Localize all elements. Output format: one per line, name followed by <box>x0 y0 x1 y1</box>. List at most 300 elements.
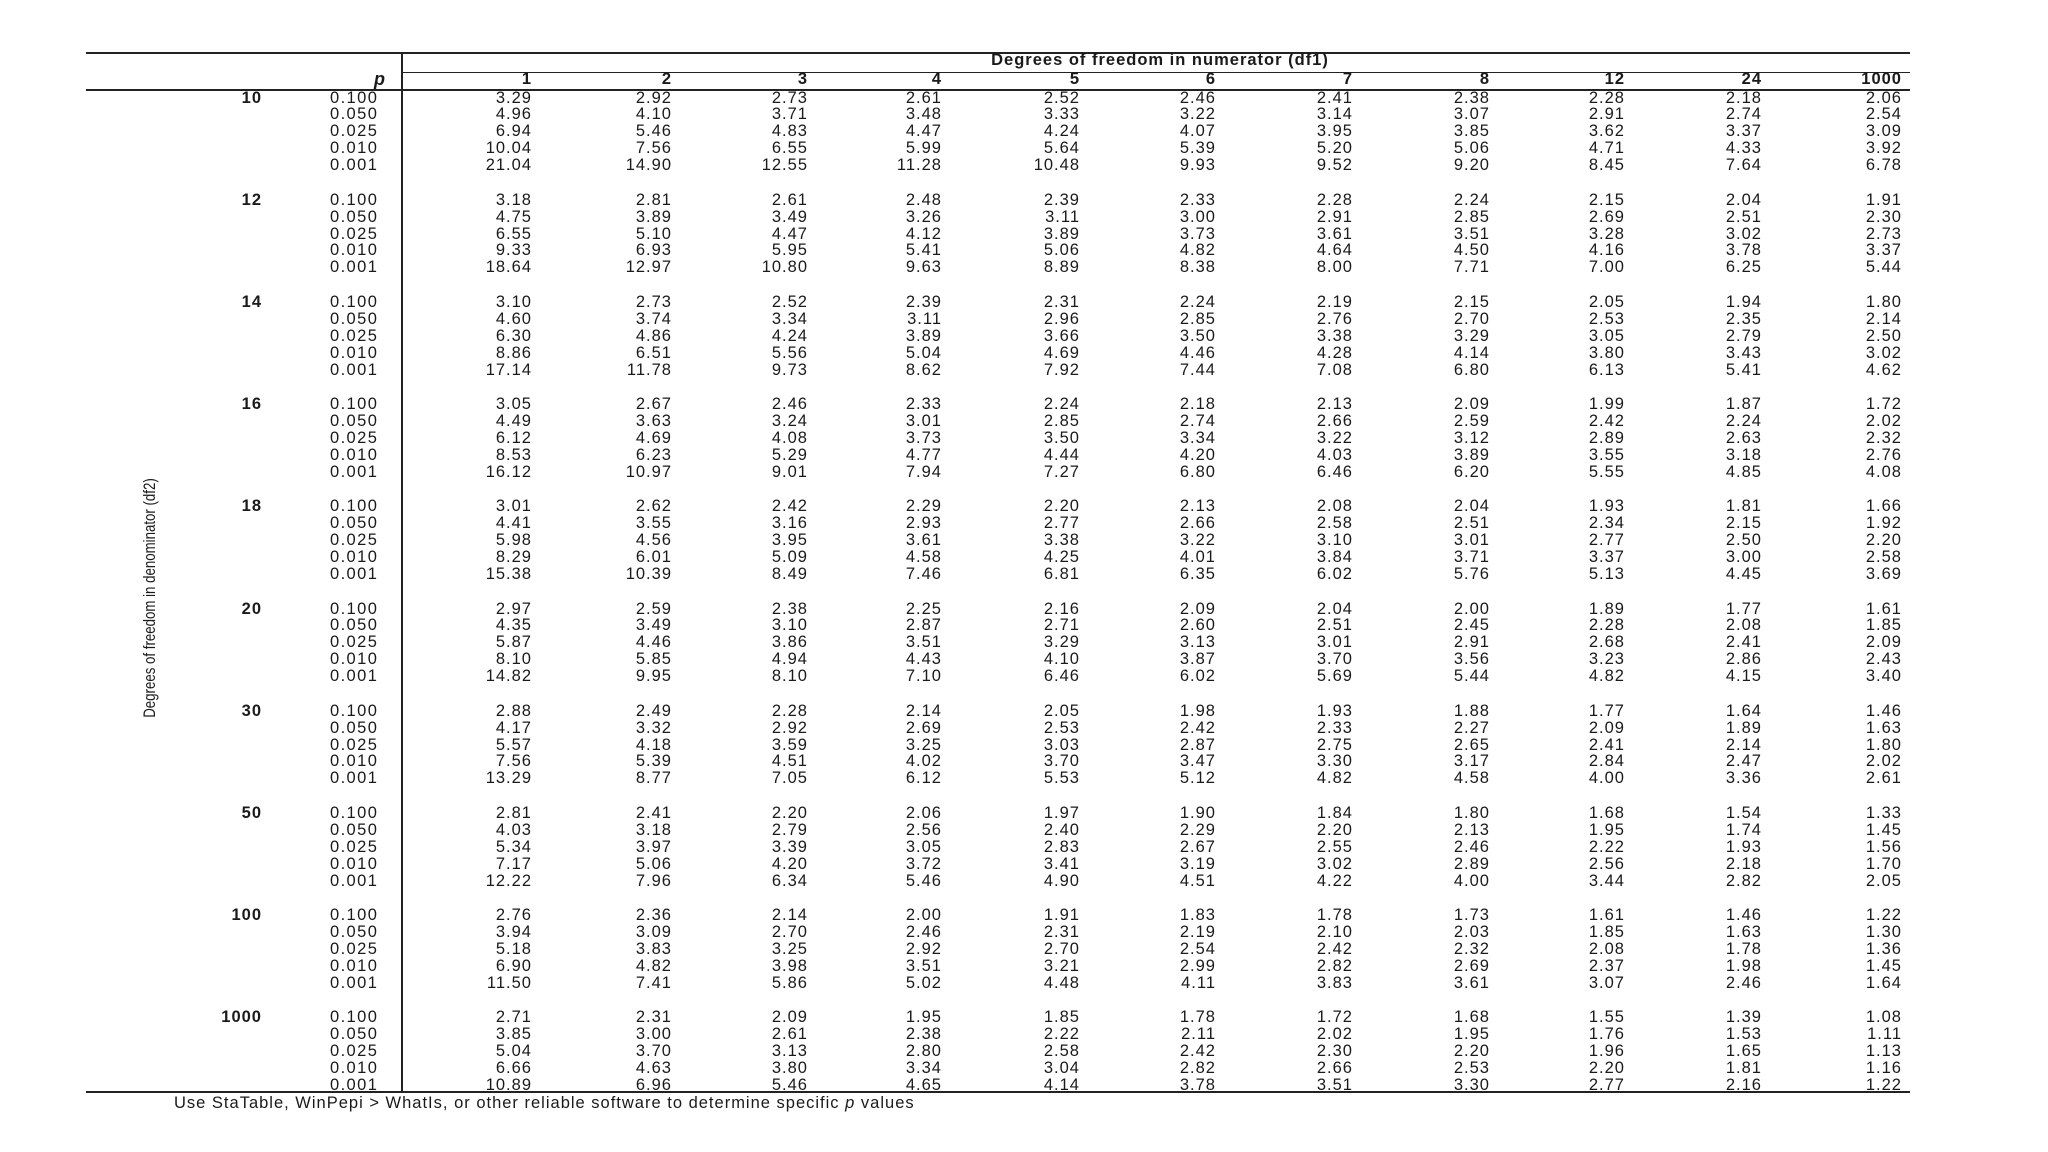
table-cell: 1.78 <box>1725 939 1762 958</box>
table-cell: 10.80 <box>761 258 808 277</box>
table-cell: 6.55 <box>771 139 808 158</box>
table-cell: 2.87 <box>1179 735 1216 754</box>
table-cell: 10.97 <box>625 462 672 481</box>
table-cell: 5.09 <box>771 548 808 566</box>
p-header: p <box>374 69 386 89</box>
table-cell: 9.52 <box>1316 156 1353 175</box>
p-level: 0.050 <box>330 105 379 124</box>
table-cell: 1.80 <box>1865 292 1902 311</box>
table-cell: 2.28 <box>1588 616 1625 635</box>
table-cell: 3.62 <box>1588 122 1625 141</box>
table-cell: 5.41 <box>1725 360 1762 379</box>
table-cell: 2.29 <box>1179 820 1216 839</box>
table-cell: 5.29 <box>771 445 808 464</box>
table-cell: 2.35 <box>1725 309 1762 328</box>
table-cell: 2.66 <box>1316 1059 1353 1077</box>
df2-label: 100 <box>231 906 262 925</box>
p-level: 0.025 <box>330 326 379 345</box>
table-cell: 3.22 <box>1179 531 1216 550</box>
table-cell: 2.37 <box>1588 956 1625 975</box>
table-cell: 2.04 <box>1725 190 1762 209</box>
table-cell: 2.74 <box>1179 412 1216 430</box>
table-cell: 5.46 <box>635 122 672 141</box>
table-cell: 4.65 <box>905 1075 942 1094</box>
table-cell: 3.01 <box>905 412 942 430</box>
table-cell: 2.08 <box>1316 497 1353 516</box>
footnote-tail: values <box>855 1094 915 1112</box>
table-cell: 1.22 <box>1865 906 1902 925</box>
table-cell: 10.04 <box>485 139 532 158</box>
table-cell: 2.09 <box>1453 395 1490 414</box>
table-cell: 2.13 <box>1316 395 1353 414</box>
table-cell: 2.73 <box>635 292 672 311</box>
p-level: 0.050 <box>330 820 379 839</box>
table-cell: 1.96 <box>1588 1042 1625 1061</box>
table-cell: 3.05 <box>495 395 532 414</box>
table-cell: 1.54 <box>1725 803 1762 822</box>
table-cell: 3.73 <box>905 428 942 447</box>
table-cell: 2.39 <box>905 292 942 311</box>
table-cell: 2.70 <box>1043 939 1080 958</box>
table-cell: 2.77 <box>1043 514 1080 533</box>
p-level: 0.001 <box>330 462 379 481</box>
table-cell: 3.22 <box>1316 428 1353 447</box>
table-cell: 2.31 <box>1043 923 1080 941</box>
table-cell: 2.81 <box>635 190 672 209</box>
table-cell: 4.20 <box>771 854 808 873</box>
table-cell: 9.33 <box>495 241 532 260</box>
table-cell: 3.83 <box>635 939 672 958</box>
table-cell: 8.77 <box>635 769 672 788</box>
table-cell: 3.11 <box>907 309 942 328</box>
table-cell: 2.59 <box>635 599 672 618</box>
table-cell: 1.76 <box>1588 1025 1625 1044</box>
table-cell: 2.09 <box>1179 599 1216 618</box>
p-level: 0.100 <box>330 190 379 209</box>
table-cell: 1.77 <box>1588 701 1625 720</box>
table-cell: 4.28 <box>1316 343 1353 362</box>
table-cell: 5.06 <box>635 854 672 873</box>
table-cell: 3.69 <box>1865 564 1902 583</box>
table-cell: 2.00 <box>1453 599 1490 618</box>
table-cell: 4.18 <box>635 735 672 754</box>
table-cell: 4.00 <box>1453 871 1490 890</box>
table-cell: 2.20 <box>1453 1042 1490 1061</box>
table-cell: 2.09 <box>1865 633 1902 652</box>
table-cell: 2.73 <box>1865 224 1902 243</box>
table-cell: 3.34 <box>905 1059 942 1077</box>
table-cell: 1.78 <box>1316 906 1353 925</box>
table-cell: 1.98 <box>1179 701 1216 720</box>
p-level: 0.050 <box>330 923 379 941</box>
table-cell: 3.39 <box>771 837 808 856</box>
table-cell: 4.07 <box>1179 122 1216 141</box>
table-cell: 2.30 <box>1316 1042 1353 1061</box>
p-level: 0.100 <box>330 701 379 720</box>
table-cell: 5.46 <box>905 871 942 890</box>
table-cell: 3.51 <box>905 956 942 975</box>
table-cell: 1.36 <box>1865 939 1902 958</box>
table-cell: 2.41 <box>635 803 672 822</box>
table-cell: 3.29 <box>1453 326 1490 345</box>
df2-label: 50 <box>241 803 262 822</box>
table-cell: 4.90 <box>1043 871 1080 890</box>
table-cell: 2.53 <box>1043 718 1080 737</box>
table-cell: 2.65 <box>1453 735 1490 754</box>
table-cell: 8.10 <box>771 667 808 686</box>
table-cell: 1.81 <box>1725 497 1762 516</box>
table-cell: 3.01 <box>1316 633 1353 652</box>
table-cell: 8.00 <box>1316 258 1353 277</box>
table-cell: 4.01 <box>1179 548 1216 566</box>
table-cell: 6.66 <box>495 1059 532 1077</box>
table-cell: 2.41 <box>1316 88 1353 107</box>
table-cell: 9.01 <box>771 462 808 481</box>
table-cell: 3.02 <box>1865 343 1902 362</box>
table-cell: 4.00 <box>1588 769 1625 788</box>
table-cell: 4.62 <box>1865 360 1902 379</box>
footnote-text: Use StaTable, WinPepi > WhatIs, or other reliable software to determine specific <box>174 1094 846 1112</box>
table-cell: 2.79 <box>771 820 808 839</box>
table-cell: 2.16 <box>1725 1075 1762 1094</box>
table-cell: 3.36 <box>1725 769 1762 788</box>
p-level: 0.001 <box>330 1075 379 1094</box>
table-cell: 3.48 <box>905 105 942 124</box>
table-cell: 1.85 <box>1043 1008 1080 1027</box>
table-cell: 3.29 <box>1043 633 1080 652</box>
table-cell: 2.39 <box>1043 190 1080 209</box>
table-cell: 6.80 <box>1453 360 1490 379</box>
p-level: 0.050 <box>330 1025 379 1044</box>
table-cell: 2.14 <box>771 906 808 925</box>
table-cell: 2.42 <box>1316 939 1353 958</box>
table-cell: 8.53 <box>495 445 532 464</box>
table-cell: 6.20 <box>1453 462 1490 481</box>
table-cell: 2.09 <box>1588 718 1625 737</box>
table-cell: 3.29 <box>495 88 532 107</box>
p-level: 0.025 <box>330 122 379 141</box>
table-cell: 12.97 <box>625 258 672 277</box>
table-cell: 3.38 <box>1043 531 1080 550</box>
table-cell: 3.72 <box>905 854 942 873</box>
table-cell: 2.50 <box>1725 531 1762 550</box>
table-cell: 3.70 <box>1043 752 1080 771</box>
table-cell: 4.86 <box>635 326 672 345</box>
table-cell: 4.85 <box>1725 462 1762 481</box>
table-cell: 5.06 <box>1453 139 1490 158</box>
table-cell: 3.26 <box>905 207 942 226</box>
table-cell: 4.24 <box>771 326 808 345</box>
table-cell: 3.02 <box>1316 854 1353 873</box>
table-cell: 10.48 <box>1033 156 1080 175</box>
table-cell: 4.82 <box>1316 769 1353 788</box>
p-level: 0.001 <box>330 667 379 686</box>
p-level: 0.025 <box>330 735 379 754</box>
p-level: 0.001 <box>330 156 379 175</box>
table-cell: 6.51 <box>635 343 672 362</box>
p-level: 0.050 <box>330 718 379 737</box>
table-cell: 5.39 <box>1179 139 1216 158</box>
footnote <box>174 1094 915 1113</box>
table-cell: 3.47 <box>1179 752 1216 771</box>
table-cell: 3.85 <box>495 1025 532 1044</box>
table-cell: 5.95 <box>771 241 808 260</box>
table-cell: 4.48 <box>1043 973 1080 992</box>
table-cell: 3.32 <box>635 718 672 737</box>
table-cell: 1.33 <box>1865 803 1902 822</box>
table-cell: 4.46 <box>1179 343 1216 362</box>
table-cell: 2.84 <box>1588 752 1625 771</box>
table-cell: 2.68 <box>1588 633 1625 652</box>
table-cell: 4.44 <box>1043 445 1080 464</box>
table-cell: 7.27 <box>1043 462 1080 481</box>
table-cell: 4.75 <box>495 207 532 226</box>
table-cell: 2.14 <box>1865 309 1902 328</box>
table-cell: 2.82 <box>1725 871 1762 890</box>
p-level: 0.025 <box>330 633 379 652</box>
table-cell: 3.10 <box>771 616 808 635</box>
table-cell: 3.61 <box>905 531 942 550</box>
table-cell: 2.51 <box>1316 616 1353 635</box>
table-cell: 1.16 <box>1865 1059 1902 1077</box>
table-cell: 1.80 <box>1865 735 1902 754</box>
table-cell: 1.56 <box>1865 837 1902 856</box>
table-cell: 1.83 <box>1179 906 1216 925</box>
table-cell: 2.97 <box>495 599 532 618</box>
table-cell: 2.09 <box>771 1008 808 1027</box>
table-cell: 3.01 <box>495 497 532 516</box>
table-cell: 5.39 <box>635 752 672 771</box>
table-cell: 2.02 <box>1865 752 1902 771</box>
table-cell: 8.49 <box>771 564 808 583</box>
df1-header: 7 <box>1342 70 1353 88</box>
p-level: 0.010 <box>330 1059 379 1077</box>
p-level: 0.100 <box>330 395 379 414</box>
table-cell: 4.77 <box>905 445 942 464</box>
table-cell: 7.71 <box>1453 258 1490 277</box>
table-cell: 4.15 <box>1725 667 1762 686</box>
table-cell: 2.05 <box>1588 292 1625 311</box>
table-cell: 7.41 <box>635 973 672 992</box>
table-cell: 1.89 <box>1588 599 1625 618</box>
p-level: 0.100 <box>330 1008 379 1027</box>
table-cell: 1.64 <box>1865 973 1902 992</box>
table-cell: 3.51 <box>1453 224 1490 243</box>
table-cell: 6.25 <box>1725 258 1762 277</box>
table-cell: 2.50 <box>1865 326 1902 345</box>
table-cell: 2.59 <box>1453 412 1490 430</box>
table-cell: 1.78 <box>1179 1008 1216 1027</box>
table-cell: 2.46 <box>905 923 942 941</box>
table-cell: 2.92 <box>905 939 942 958</box>
table-cell: 4.14 <box>1043 1075 1080 1094</box>
table-cell: 3.74 <box>635 309 672 328</box>
table-cell: 3.51 <box>1316 1075 1353 1094</box>
table-cell: 2.51 <box>1725 207 1762 226</box>
table-cell: 2.08 <box>1588 939 1625 958</box>
table-cell: 4.82 <box>1588 667 1625 686</box>
df1-header: 5 <box>1069 70 1080 88</box>
p-level: 0.010 <box>330 956 379 975</box>
table-cell: 2.67 <box>635 395 672 414</box>
table-cell: 1.13 <box>1865 1042 1902 1061</box>
table-cell: 8.45 <box>1588 156 1625 175</box>
table-cell: 3.30 <box>1316 752 1353 771</box>
table-cell: 4.11 <box>1181 973 1216 992</box>
table-cell: 2.42 <box>771 497 808 516</box>
table-cell: 3.38 <box>1316 326 1353 345</box>
table-cell: 2.13 <box>1179 497 1216 516</box>
df1-header: 1000 <box>1861 70 1902 88</box>
table-cell: 8.86 <box>495 343 532 362</box>
table-cell: 11.50 <box>486 973 532 992</box>
table-cell: 7.64 <box>1725 156 1762 175</box>
table-cell: 3.83 <box>1316 973 1353 992</box>
table-cell: 3.49 <box>635 616 672 635</box>
table-cell: 14.82 <box>485 667 532 686</box>
table-cell: 9.20 <box>1453 156 1490 175</box>
table-cell: 2.14 <box>1725 735 1762 754</box>
p-level: 0.001 <box>330 564 379 583</box>
table-cell: 6.02 <box>1179 667 1216 686</box>
table-cell: 4.71 <box>1588 139 1625 158</box>
table-cell: 2.62 <box>635 497 672 516</box>
table-cell: 4.96 <box>495 105 532 124</box>
table-cell: 6.34 <box>771 871 808 890</box>
table-cell: 1.89 <box>1725 718 1762 737</box>
p-level: 0.010 <box>330 343 379 362</box>
table-cell: 2.77 <box>1588 531 1625 550</box>
table-cell: 2.61 <box>771 190 808 209</box>
table-cell: 3.61 <box>1316 224 1353 243</box>
table-cell: 5.12 <box>1179 769 1216 788</box>
table-cell: 3.97 <box>635 837 672 856</box>
table-cell: 5.34 <box>495 837 532 856</box>
table-cell: 2.32 <box>1453 939 1490 958</box>
table-cell: 10.39 <box>625 564 672 583</box>
table-cell: 1.61 <box>1865 599 1902 618</box>
table-cell: 1.93 <box>1588 497 1625 516</box>
table-cell: 1.95 <box>1588 820 1625 839</box>
table-cell: 3.11 <box>1045 207 1080 226</box>
table-cell: 2.52 <box>1043 88 1080 107</box>
p-level: 0.010 <box>330 650 379 669</box>
table-cell: 1.72 <box>1316 1008 1353 1027</box>
table-cell: 1.68 <box>1453 1008 1490 1027</box>
table-cell: 2.40 <box>1043 820 1080 839</box>
table-cell: 2.00 <box>905 906 942 925</box>
table-cell: 2.28 <box>1316 190 1353 209</box>
numerator-title: Degrees of freedom in numerator (df1) <box>991 51 1329 69</box>
table-cell: 2.13 <box>1453 820 1490 839</box>
table-cell: 1.64 <box>1725 701 1762 720</box>
table-cell: 3.49 <box>771 207 808 226</box>
table-cell: 7.44 <box>1179 360 1216 379</box>
table-cell: 2.56 <box>905 820 942 839</box>
table-cell: 3.24 <box>771 412 808 430</box>
table-cell: 2.85 <box>1453 207 1490 226</box>
table-cell: 4.94 <box>771 650 808 669</box>
table-cell: 3.78 <box>1179 1075 1216 1094</box>
table-cell: 2.19 <box>1316 292 1353 311</box>
table-cell: 6.23 <box>635 445 672 464</box>
table-cell: 1.55 <box>1588 1008 1625 1027</box>
table-cell: 2.22 <box>1043 1025 1080 1044</box>
table-cell: 6.55 <box>495 224 532 243</box>
table-cell: 2.15 <box>1453 292 1490 311</box>
table-cell: 2.25 <box>905 599 942 618</box>
table-cell: 3.21 <box>1043 956 1080 975</box>
p-level: 0.050 <box>330 616 379 635</box>
table-cell: 12.22 <box>485 871 532 890</box>
table-cell: 1.93 <box>1725 837 1762 856</box>
table-cell: 4.49 <box>495 412 532 430</box>
table-cell: 2.69 <box>1453 956 1490 975</box>
table-cell: 2.19 <box>1179 923 1216 941</box>
table-cell: 5.20 <box>1316 139 1353 158</box>
table-cell: 1.84 <box>1316 803 1353 822</box>
table-cell: 4.50 <box>1453 241 1490 260</box>
table-cell: 3.89 <box>635 207 672 226</box>
table-cell: 2.91 <box>1316 207 1353 226</box>
p-level: 0.025 <box>330 428 379 447</box>
p-level: 0.001 <box>330 360 379 379</box>
p-level: 0.025 <box>330 224 379 243</box>
table-cell: 9.93 <box>1179 156 1216 175</box>
table-cell: 3.22 <box>1179 105 1216 124</box>
table-cell: 6.94 <box>495 122 532 141</box>
table-cell: 4.46 <box>635 633 672 652</box>
table-cell: 3.00 <box>1725 548 1762 566</box>
table-cell: 1.92 <box>1865 514 1902 533</box>
df2-label: 14 <box>241 292 262 311</box>
table-cell: 2.06 <box>905 803 942 822</box>
p-level: 0.100 <box>330 906 379 925</box>
table-cell: 3.51 <box>905 633 942 652</box>
table-cell: 6.12 <box>495 428 532 447</box>
table-cell: 2.69 <box>1588 207 1625 226</box>
table-cell: 1.73 <box>1453 906 1490 925</box>
table-cell: 3.25 <box>905 735 942 754</box>
table-cell: 5.44 <box>1865 258 1902 277</box>
table-cell: 4.60 <box>495 309 532 328</box>
p-level: 0.025 <box>330 939 379 958</box>
table-cell: 4.45 <box>1725 564 1762 583</box>
table-cell: 4.24 <box>1043 122 1080 141</box>
table-cell: 3.28 <box>1588 224 1625 243</box>
df1-header: 12 <box>1604 70 1625 88</box>
table-cell: 2.46 <box>771 395 808 414</box>
table-cell: 9.73 <box>771 360 808 379</box>
table-cell: 2.31 <box>635 1008 672 1027</box>
table-cell: 1.39 <box>1725 1008 1762 1027</box>
table-cell: 4.22 <box>1316 871 1353 890</box>
table-cell: 2.93 <box>905 514 942 533</box>
table-cell: 3.37 <box>1725 122 1762 141</box>
table-cell: 2.91 <box>1588 105 1625 124</box>
table-cell: 1.22 <box>1865 1075 1902 1094</box>
table-cell: 2.89 <box>1588 428 1625 447</box>
table-cell: 1.63 <box>1725 923 1762 941</box>
table-cell: 3.07 <box>1453 105 1490 124</box>
p-level: 0.010 <box>330 241 379 260</box>
table-cell: 4.51 <box>771 752 808 771</box>
table-cell: 1.94 <box>1725 292 1762 311</box>
table-cell: 4.82 <box>635 956 672 975</box>
table-cell: 2.71 <box>495 1008 532 1027</box>
table-cell: 3.34 <box>1179 428 1216 447</box>
p-level: 0.001 <box>330 871 379 890</box>
